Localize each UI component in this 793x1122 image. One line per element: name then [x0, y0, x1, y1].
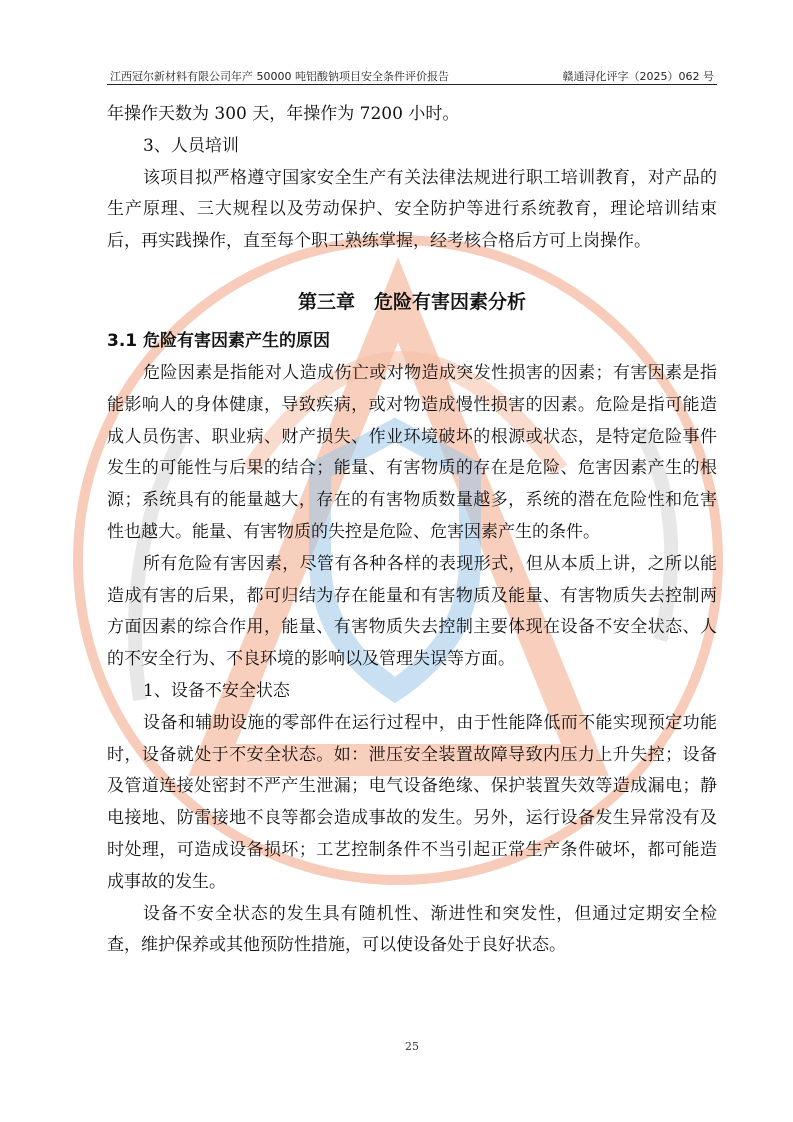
page-header	[107, 66, 717, 85]
paragraph-operation-days: 年操作天数为 300 天，年操作为 7200 小时。	[107, 104, 460, 124]
paragraph-hazard-definition: 危险因素是指能对人造成伤亡或对物造成突发性损害的因素；有害因素是指能影响人的身体健康，导致疾病，或对物造成慢性损害的因素。危险是指可能造成人员伤害、职业病、财产损失、作业环境破坏的根源或状态，是特定危险事件发生的可能性与后果的结合；能量、有害物质的存在是危险、危害因素产生的根源；系统具有的能量越大，存在的有害物质数量越多，系统的潜在危险性和危害性也越大。能量、有害物质的失控是危险、危害因素产生的条件。	[107, 362, 717, 542]
page-number: 25	[405, 1040, 419, 1053]
document-body	[107, 99, 717, 962]
subheading-staff-training: 3、人员培训	[143, 135, 239, 156]
paragraph-hazard-causes: 所有危险有害因素，尽管有各种各样的表现形式，但从本质上讲，之所以能造成有害的后果，都可归结为存在能量和有害物质及能量、有害物质失去控制两方面因素的综合作用，能量、有害物质失去控制主要体现在设备不安全状态、人的不安全行为、不良环境的影响以及管理失误等方面。	[107, 553, 717, 670]
subheading-equipment-unsafe-state: 1、设备不安全状态	[143, 680, 290, 701]
chapter-title: 第三章 危险有害因素分析	[297, 290, 526, 313]
section-title: 3.1 危险有害因素产生的原因	[107, 330, 331, 351]
paragraph-equipment-unsafe-state: 设备和辅助设施的零部件在运行过程中，由于性能降低而不能实现预定功能时，设备就处于不安全状态。如：泄压安全装置故障导致内压力上升失控；设备及管道连接处密封不严产生泄漏；电气设备绝缘、保护装置失效等造成漏电；静电接地、防雷接地不良等都会造成事故的发生。另外，运行设备发生异常没有及时处理，可造成设备损坏；工艺控制条件不当引起正常生产条件破坏，都可能造成事故的发生。	[107, 712, 717, 892]
paragraph-equipment-prevention: 设备不安全状态的发生具有随机性、渐进性和突发性，但通过定期安全检查，维护保养或其他预防性措施，可以使设备处于良好状态。	[107, 903, 717, 956]
paragraph-staff-training: 该项目拟严格遵守国家安全生产有关法律法规进行职工培训教育，对产品的生产原理、三大规程以及劳动保护、安全防护等进行系统教育，理论培训结束后，再实践操作，直至每个职工熟练掌握，经考核合格后方可上岗操作。	[107, 167, 717, 252]
header-report-number: 赣通浔化评字（2025）062 号	[562, 70, 714, 83]
header-report-title: 江西冠尔新材料有限公司年产 50000 吨铝酸钠项目安全条件评价报告	[110, 70, 449, 83]
